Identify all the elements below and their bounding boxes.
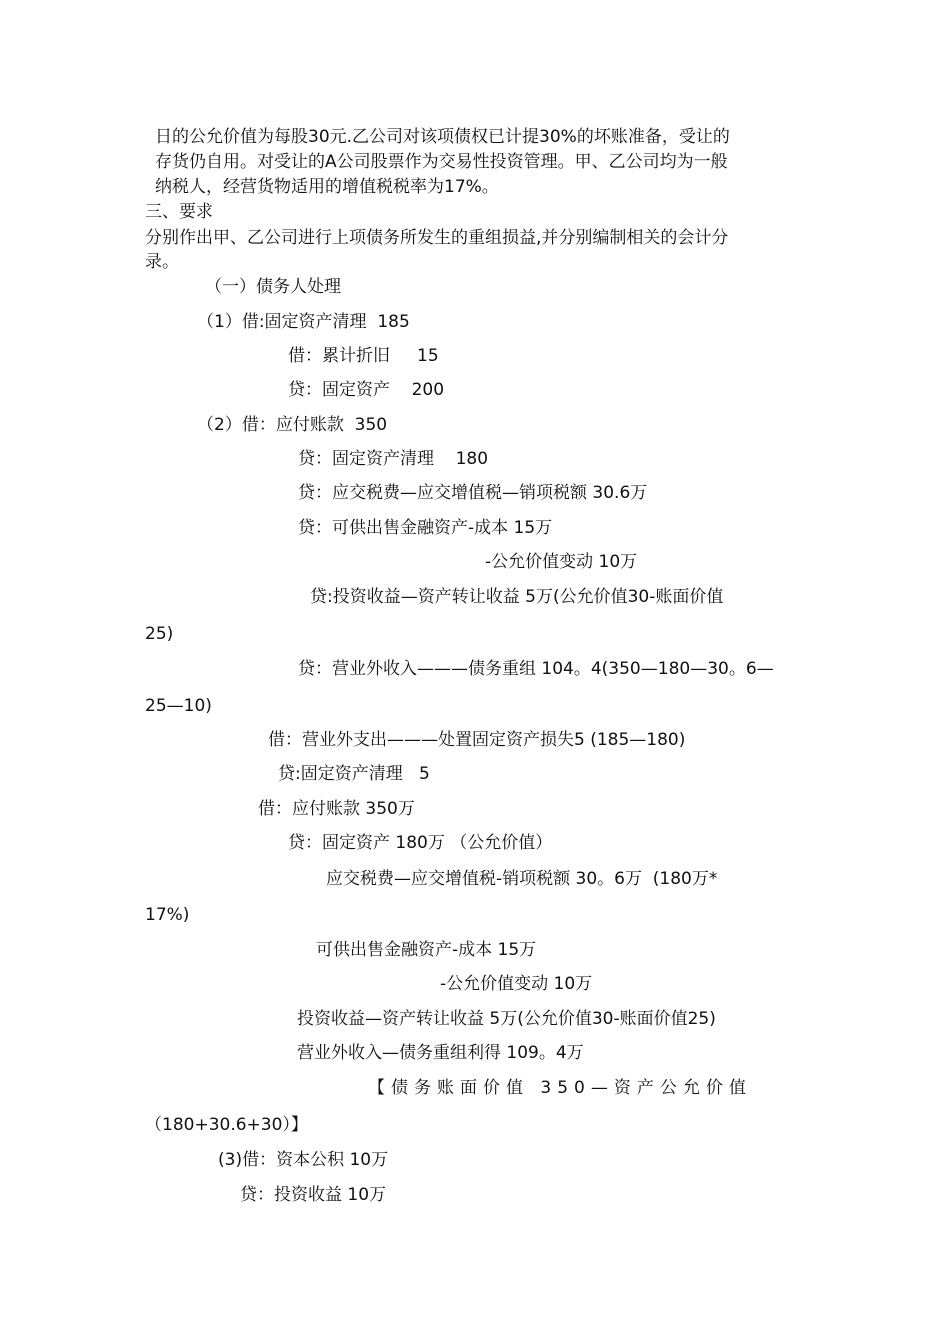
entry-line: （1）借:固定资产清理 185 — [197, 312, 410, 332]
intro-line-3: 纳税人，经营货物适用的增值税税率为17%。 — [155, 177, 499, 197]
intro-line-2: 存货仍自用。对受让的A公司股票作为交易性投资管理。甲、乙公司均为一般 — [155, 152, 728, 172]
entry-line: 贷：固定资产 180万 （公允价值） — [288, 833, 553, 853]
entry-line: 营业外收入—债务重组利得 109。4万 — [297, 1043, 584, 1063]
entry-line: 贷:投资收益—资产转让收益 5万(公允价值30-账面价值 — [310, 587, 724, 607]
intro-line-1: 日的公允价值为每股30元.乙公司对该项债权已计提30%的坏账准备，受让的 — [155, 127, 730, 147]
entry-line: （180+30.6+30）】 — [145, 1115, 308, 1135]
entry-line: -公允价值变动 10万 — [440, 974, 593, 994]
section-debtor-title: （一）债务人处理 — [205, 277, 341, 297]
requirements-heading: 三、要求 — [145, 202, 213, 222]
entry-line: 贷：可供出售金融资产-成本 15万 — [298, 518, 553, 538]
entry-line: -公允价值变动 10万 — [485, 552, 638, 572]
entry-line: 贷：营业外收入———债务重组 104。4(350—180—30。6— — [298, 659, 774, 679]
entry-line: 贷：固定资产 200 — [288, 380, 445, 400]
entry-line: 投资收益—资产转让收益 5万(公允价值30-账面价值25) — [297, 1009, 716, 1029]
entry-line: 应交税费—应交增值税-销项税额 30。6万 (180万* — [326, 869, 718, 889]
requirements-text-line-2: 录。 — [145, 252, 179, 272]
entry-line: 贷：应交税费—应交增值税—销项税额 30.6万 — [298, 483, 648, 503]
entry-line: 可供出售金融资产-成本 15万 — [316, 940, 537, 960]
entry-line: 贷：固定资产清理 180 — [298, 449, 489, 469]
entry-line: 贷:固定资产清理 5 — [278, 764, 430, 784]
entry-line: 【债务账面价值 350—资产公允价值 — [368, 1078, 752, 1098]
entry-line: 25—10) — [145, 696, 212, 716]
entry-line: (3)借：资本公积 10万 — [218, 1150, 389, 1170]
entry-line: 借：应付账款 350万 — [258, 799, 415, 819]
requirements-text-line-1: 分别作出甲、乙公司进行上项债务所发生的重组损益,并分别编制相关的会计分 — [145, 228, 729, 248]
entry-line: 25) — [145, 624, 174, 644]
entry-line: 借：营业外支出———处置固定资产损失5 (185—180) — [268, 730, 686, 750]
entry-line: 贷：投资收益 10万 — [240, 1185, 387, 1205]
entry-line: 17%) — [145, 905, 190, 925]
entry-line: （2）借：应付账款 350 — [197, 415, 388, 435]
entry-line: 借：累计折旧 15 — [288, 346, 439, 366]
